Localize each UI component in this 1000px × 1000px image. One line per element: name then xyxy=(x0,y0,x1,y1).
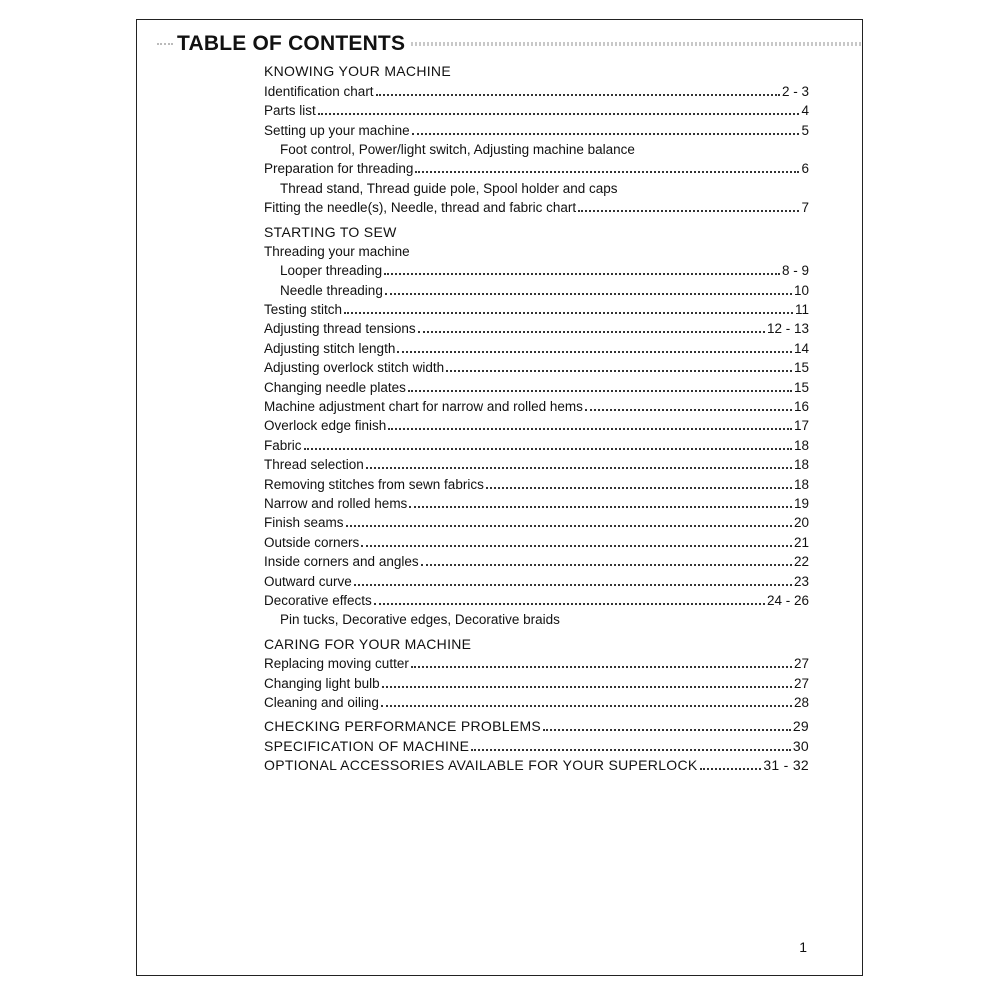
dot-leader xyxy=(344,312,793,314)
toc-entry-label: Machine adjustment chart for narrow and rolled hems xyxy=(264,399,583,415)
section-heading xyxy=(264,716,809,735)
toc-entry xyxy=(264,653,809,672)
dot-leader xyxy=(418,331,765,333)
toc-entry-label: Identification chart xyxy=(264,83,374,99)
dot-leader xyxy=(700,768,762,770)
section-heading-label: KNOWING YOUR MACHINE xyxy=(264,63,451,80)
toc-entry-page: 21 xyxy=(793,534,809,550)
toc-entry-page: 19 xyxy=(793,495,809,511)
toc-entry-page: 27 xyxy=(793,656,809,672)
toc-entry-label: Finish seams xyxy=(264,515,344,531)
section-heading xyxy=(264,755,809,774)
toc-entry xyxy=(264,299,809,318)
toc-entry xyxy=(264,376,809,395)
dot-leader xyxy=(412,133,800,135)
toc-entry xyxy=(264,590,809,609)
toc-entry-page: 18 xyxy=(793,437,809,453)
toc-entry-label: Preparation for threading xyxy=(264,161,414,177)
toc-entry-label: Parts list xyxy=(264,103,316,119)
section-heading xyxy=(264,735,809,754)
toc-entry-page: 18 xyxy=(793,476,809,492)
dot-leader xyxy=(471,749,791,751)
toc-entry-label: Decorative effects xyxy=(264,592,372,608)
toc-entry-page: 23 xyxy=(793,573,809,589)
toc-entry-label: OPTIONAL ACCESSORIES AVAILABLE FOR YOUR SUPERLOCK xyxy=(264,757,698,774)
dot-leader xyxy=(304,448,792,450)
toc-entry xyxy=(264,260,809,279)
toc-entry-label: Thread stand, Thread guide pole, Spool holder and caps xyxy=(280,180,618,196)
toc-entry-label: Removing stitches from sewn fabrics xyxy=(264,476,484,492)
dot-leader xyxy=(408,390,792,392)
toc-entry-label: Cleaning and oiling xyxy=(264,694,379,710)
toc-entry-label: CHECKING PERFORMANCE PROBLEMS xyxy=(264,718,542,735)
dot-leader xyxy=(385,293,792,295)
toc-entry-page: 6 xyxy=(801,161,809,177)
toc-entry-label: Setting up your machine xyxy=(264,122,410,138)
dot-leader xyxy=(486,487,792,489)
toc-entry-label: Foot control, Power/light switch, Adjusting machine balance xyxy=(280,141,635,157)
dot-leader xyxy=(381,705,792,707)
toc-entry xyxy=(264,177,809,196)
dot-leader xyxy=(415,171,799,173)
toc-entry xyxy=(264,318,809,337)
document-page xyxy=(136,19,863,976)
toc-entry-label: Fitting the needle(s), Needle, thread and fabric chart xyxy=(264,200,577,216)
section-heading xyxy=(264,221,809,240)
section-heading-label: STARTING TO SEW xyxy=(264,223,397,240)
toc-entry-label: Needle threading xyxy=(280,282,383,298)
toc-entry-label: Looper threading xyxy=(280,263,383,279)
toc-entry xyxy=(264,609,809,628)
section-heading xyxy=(264,633,809,652)
toc-entry xyxy=(264,473,809,492)
dot-leader xyxy=(578,210,799,212)
toc-entry-label: Replacing moving cutter xyxy=(264,656,409,672)
toc-entry-page: 17 xyxy=(793,418,809,434)
toc-entry-page: 5 xyxy=(801,122,809,138)
toc-entry xyxy=(264,241,809,260)
toc-entry xyxy=(264,139,809,158)
toc-entry xyxy=(264,279,809,298)
section-heading-label: CARING FOR YOUR MACHINE xyxy=(264,635,472,652)
dot-leader xyxy=(346,525,792,527)
toc-entry-page: 15 xyxy=(793,379,809,395)
toc-entry xyxy=(264,434,809,453)
toc-entry-label: Fabric xyxy=(264,437,302,453)
toc-entry xyxy=(264,415,809,434)
toc-entry-label: Outward curve xyxy=(264,573,352,589)
dot-leader xyxy=(384,273,780,275)
toc-entry-label: Adjusting overlock stitch width xyxy=(264,360,445,376)
toc-entry-page: 14 xyxy=(793,340,809,356)
toc-entry-page: 18 xyxy=(793,457,809,473)
toc-entry-label: Inside corners and angles xyxy=(264,554,419,570)
toc-entry-page: 29 xyxy=(792,718,809,735)
table-of-contents xyxy=(264,61,809,774)
dot-leader xyxy=(421,564,792,566)
dot-leader xyxy=(543,729,791,731)
toc-entry-page: 2 - 3 xyxy=(781,83,809,99)
toc-entry-page: 24 - 26 xyxy=(766,592,809,608)
toc-entry xyxy=(264,512,809,531)
dot-leader xyxy=(585,409,792,411)
dot-leader xyxy=(382,686,792,688)
toc-entry-page: 22 xyxy=(793,554,809,570)
toc-entry-label: Narrow and rolled hems xyxy=(264,495,408,511)
toc-entry xyxy=(264,551,809,570)
toc-entry xyxy=(264,692,809,711)
toc-entry xyxy=(264,454,809,473)
toc-entry-page: 4 xyxy=(801,103,809,119)
toc-entry-page: 16 xyxy=(793,399,809,415)
toc-entry-label: SPECIFICATION OF MACHINE xyxy=(264,737,470,754)
toc-entry-label: Pin tucks, Decorative edges, Decorative braids xyxy=(280,612,560,628)
toc-entry-label: Thread selection xyxy=(264,457,364,473)
toc-entry-label: Adjusting stitch length xyxy=(264,340,396,356)
title-lead-rule xyxy=(157,43,173,45)
dot-leader xyxy=(409,506,792,508)
toc-entry xyxy=(264,337,809,356)
toc-entry-label: Changing needle plates xyxy=(264,379,406,395)
toc-entry-page: 8 - 9 xyxy=(781,263,809,279)
toc-entry-page: 15 xyxy=(793,360,809,376)
title-rule xyxy=(411,42,862,46)
toc-entry xyxy=(264,80,809,99)
section-heading xyxy=(264,61,809,80)
toc-entry-page: 20 xyxy=(793,515,809,531)
toc-entry xyxy=(264,197,809,216)
title-row xyxy=(157,30,862,58)
page-number: 1 xyxy=(799,939,807,955)
toc-entry-label: Adjusting thread tensions xyxy=(264,321,416,337)
toc-entry xyxy=(264,357,809,376)
toc-entry-label: Threading your machine xyxy=(264,243,410,259)
dot-leader xyxy=(366,467,792,469)
toc-entry-label: Outside corners xyxy=(264,534,360,550)
dot-leader xyxy=(354,584,792,586)
toc-entry-label: Changing light bulb xyxy=(264,675,380,691)
toc-entry-label: Overlock edge finish xyxy=(264,418,387,434)
dot-leader xyxy=(397,351,792,353)
toc-entry-page: 31 - 32 xyxy=(763,757,809,774)
dot-leader xyxy=(376,94,780,96)
dot-leader xyxy=(361,545,792,547)
toc-entry-page: 7 xyxy=(801,200,809,216)
toc-entry xyxy=(264,119,809,138)
dot-leader xyxy=(374,603,765,605)
toc-entry xyxy=(264,672,809,691)
toc-entry-page: 30 xyxy=(792,737,809,754)
dot-leader xyxy=(411,666,792,668)
page-title: TABLE OF CONTENTS xyxy=(177,32,406,55)
dot-leader xyxy=(446,370,792,372)
dot-leader xyxy=(388,428,792,430)
dot-leader xyxy=(318,113,800,115)
toc-entry-page: 28 xyxy=(793,694,809,710)
toc-entry xyxy=(264,493,809,512)
toc-entry xyxy=(264,570,809,589)
toc-entry xyxy=(264,158,809,177)
toc-entry-page: 10 xyxy=(793,282,809,298)
toc-entry xyxy=(264,396,809,415)
toc-entry-page: 11 xyxy=(794,302,809,318)
toc-entry xyxy=(264,100,809,119)
toc-entry-page: 27 xyxy=(793,675,809,691)
toc-entry xyxy=(264,531,809,550)
toc-entry-label: Testing stitch xyxy=(264,302,343,318)
toc-entry-page: 12 - 13 xyxy=(766,321,809,337)
